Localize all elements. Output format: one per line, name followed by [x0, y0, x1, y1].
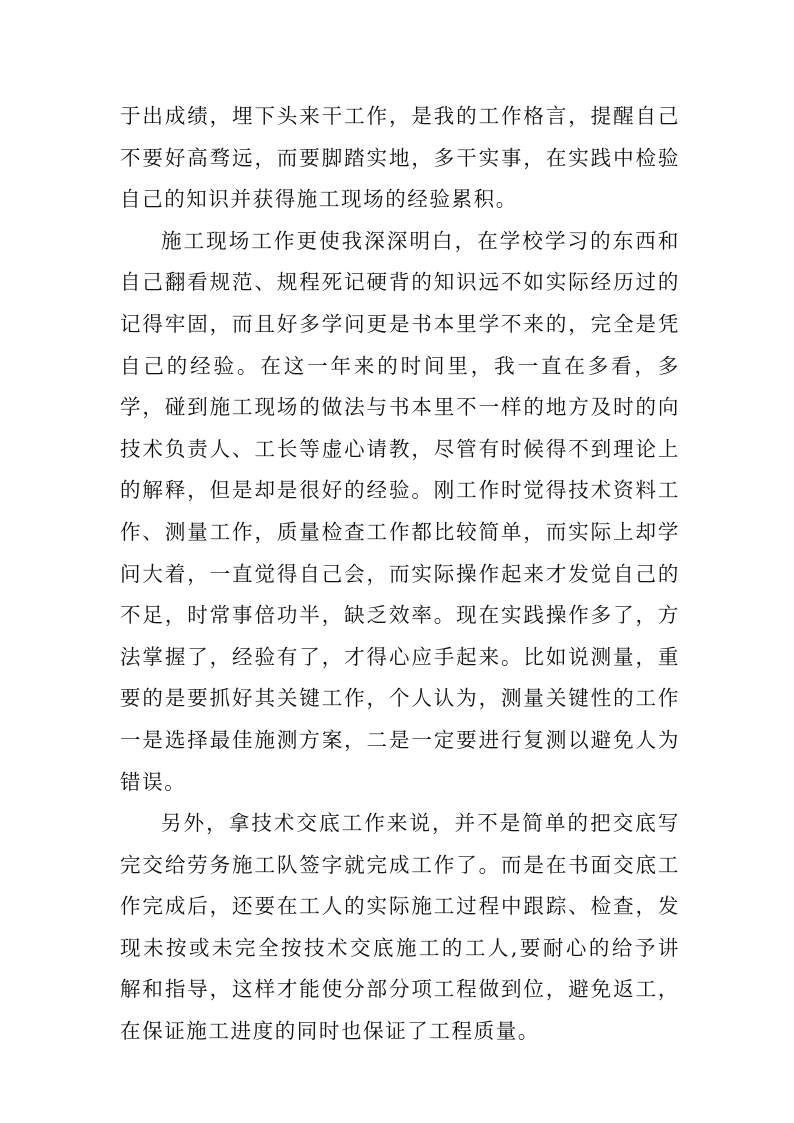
document-body: [120, 96, 680, 1053]
paragraph-1: 于出成绩，埋下头来干工作，是我的工作格言，提醒自己不要好高骛远，而要脚踏实地，多干实事，在实践中检验自己的知识并获得施工现场的经验累积。: [120, 104, 680, 212]
paragraph-2: 施工现场工作更使我深深明白，在学校学习的东西和自己翻看规范、规程死记硬背的知识远不如实际经历过的记得牢固，而且好多学问更是书本里学不来的，完全是凭自己的经验。在这一年来的时间里，我一直在多看，多学，碰到施工现场的做法与书本里不一样的地方及时的向技术负责人、工长等虚心请教，尽管有时候得不到理论上的解释，但是却是很好的经验。刚工作时觉得技术资料工作、测量工作，质量检查工作都比较简单，而实际上却学问大着，一直觉得自己会，而实际操作起来才发觉自己的不足，时常事倍功半，缺乏效率。现在实践操作多了，方法掌握了，经验有了，才得心应手起来。比如说测量，重要的是要抓好其关键工作，个人认为，测量关键性的工作一是选择最佳施测方案，二是一定要进行复测以避免人为错误。: [120, 228, 680, 794]
paragraph-3: 另外，拿技术交底工作来说，并不是简单的把交底写完交给劳务施工队签字就完成工作了。而是在书面交底工作完成后，还要在工人的实际施工过程中跟踪、检查，发现未按或未完全按技术交底施工的工人,要耐心的给予讲解和指导，这样才能使分部分项工程做到位，避免返工，在保证施工进度的同时也保证了工程质量。: [120, 811, 680, 1044]
